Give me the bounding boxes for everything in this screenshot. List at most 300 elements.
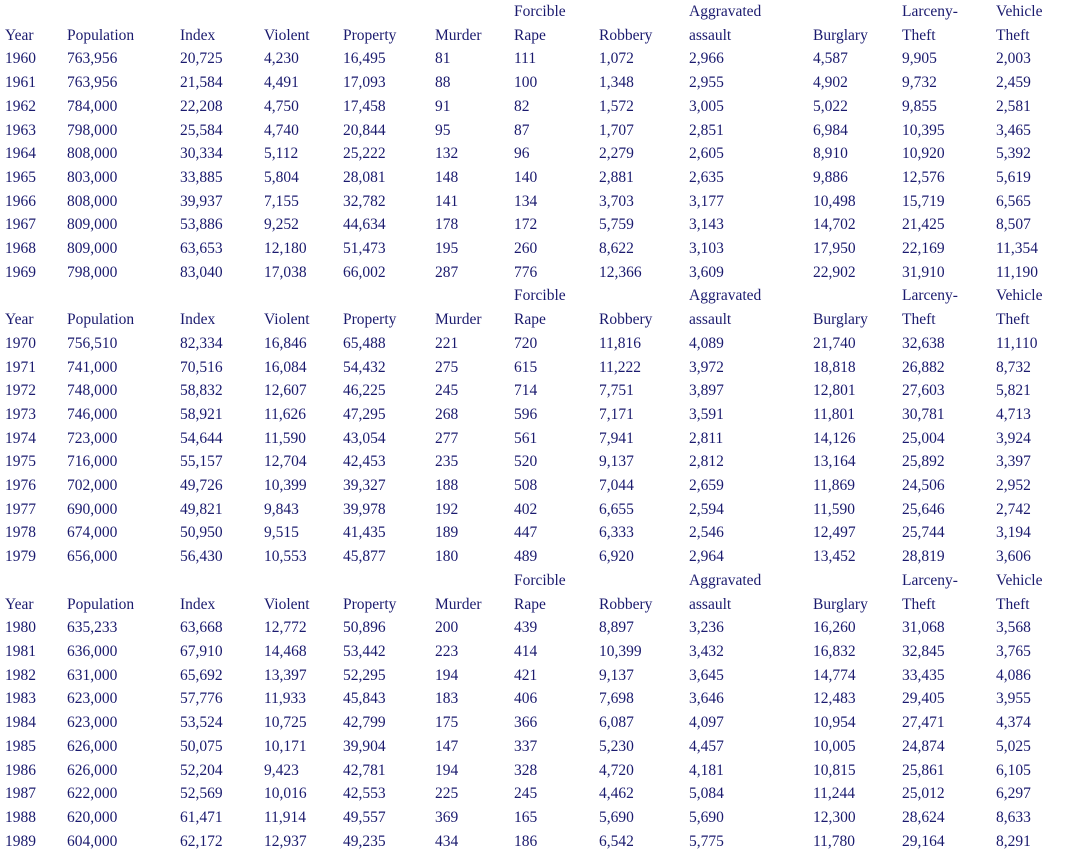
data-row-cell: 3,397 [996, 453, 1031, 471]
data-row-cell: 5,690 [599, 808, 634, 826]
data-row-cell: 746,000 [67, 405, 118, 423]
data-row-cell: 1,348 [599, 74, 634, 92]
data-row-cell: 32,782 [343, 192, 386, 210]
data-row [0, 142, 1080, 166]
data-row-cell: 626,000 [67, 737, 118, 755]
data-row-cell: 808,000 [67, 192, 118, 210]
data-row-cell: 4,374 [996, 714, 1031, 732]
header-row-bottom-cell: Rape [514, 311, 546, 329]
data-row-cell: 39,327 [343, 477, 386, 495]
data-row-cell: 22,208 [180, 97, 223, 115]
data-row-cell: 11,110 [996, 334, 1038, 352]
data-row-cell: 175 [435, 714, 459, 732]
data-row-cell: 439 [514, 619, 538, 637]
data-row-cell: 22,902 [813, 263, 856, 281]
data-row-cell: 165 [514, 808, 538, 826]
data-row-cell: 12,607 [264, 382, 307, 400]
data-row [0, 261, 1080, 285]
header-row-bottom-cell: Robbery [599, 311, 653, 329]
data-row-cell: 87 [514, 121, 530, 139]
data-row-cell: 1973 [5, 405, 36, 423]
data-row-cell: 10,498 [813, 192, 856, 210]
data-row-cell: 1972 [5, 382, 36, 400]
data-row-cell: 12,366 [599, 263, 642, 281]
data-row-cell: 4,462 [599, 785, 634, 803]
data-row-cell: 50,950 [180, 524, 223, 542]
header-row-bottom-cell: Murder [435, 26, 482, 44]
data-row-cell: 8,507 [996, 216, 1031, 234]
data-row-cell: 12,180 [264, 240, 307, 258]
data-row-cell: 3,465 [996, 121, 1031, 139]
data-row-cell: 61,471 [180, 808, 223, 826]
data-row-cell: 1981 [5, 642, 36, 660]
data-row-cell: 716,000 [67, 453, 118, 471]
data-row-cell: 25,012 [902, 785, 945, 803]
data-row [0, 237, 1080, 261]
data-row-cell: 631,000 [67, 666, 118, 684]
header-row-top-cell: Vehicle [996, 287, 1043, 305]
header-row-bottom-cell: Burglary [813, 311, 868, 329]
data-row-cell: 22,169 [902, 240, 945, 258]
data-row-cell: 111 [514, 50, 537, 68]
data-row-cell: 28,624 [902, 808, 945, 826]
data-row-cell: 7,044 [599, 477, 634, 495]
data-row-cell: 604,000 [67, 832, 118, 850]
data-row-cell: 14,774 [813, 666, 856, 684]
data-row-cell: 2,964 [689, 548, 724, 566]
data-row-cell: 434 [435, 832, 459, 850]
header-row-bottom-cell: Burglary [813, 595, 868, 613]
data-row-cell: 11,190 [996, 263, 1039, 281]
data-row-cell: 221 [435, 334, 459, 352]
data-row-cell: 3,177 [689, 192, 724, 210]
header-row-top-cell [808, 569, 897, 593]
data-row-cell: 44,634 [343, 216, 386, 234]
data-row-cell: 25,646 [902, 500, 945, 518]
data-row-cell: 2,003 [996, 50, 1031, 68]
data-row-cell: 287 [435, 263, 459, 281]
header-row-bottom-cell: Index [180, 26, 216, 44]
data-row-cell: 402 [514, 500, 538, 518]
data-row-cell: 9,252 [264, 216, 299, 234]
data-row-cell: 447 [514, 524, 538, 542]
header-row-bottom-cell: Murder [435, 311, 482, 329]
data-row-cell: 141 [435, 192, 459, 210]
data-row-cell: 3,646 [689, 690, 724, 708]
data-row-cell: 2,881 [599, 168, 634, 186]
data-row-cell: 5,112 [264, 145, 299, 163]
data-row-cell: 369 [435, 808, 459, 826]
data-row-cell: 50,896 [343, 619, 386, 637]
data-row-cell: 414 [514, 642, 538, 660]
data-row-cell: 42,453 [343, 453, 386, 471]
data-row [0, 711, 1080, 735]
data-row-cell: 8,622 [599, 240, 634, 258]
header-row-bottom-cell: Property [343, 26, 397, 44]
data-row-cell: 620,000 [67, 808, 118, 826]
header-row-top-cell [175, 284, 259, 308]
header-row-top-cell: Forcible [514, 287, 566, 305]
data-row-cell: 245 [435, 382, 459, 400]
header-row-top-cell: Larceny- [902, 571, 958, 589]
data-row-cell: 798,000 [67, 263, 118, 281]
header-row-bottom [0, 308, 1080, 332]
data-row-cell: 57,776 [180, 690, 223, 708]
data-row-cell: 17,458 [343, 97, 386, 115]
data-row-cell: 20,725 [180, 50, 223, 68]
data-row-cell: 52,295 [343, 666, 386, 684]
header-row-bottom-cell: Theft [902, 26, 936, 44]
data-row-cell: 194 [435, 666, 459, 684]
data-row-cell: 7,941 [599, 429, 634, 447]
data-row-cell: 3,568 [996, 619, 1031, 637]
header-row-bottom-cell: Year [5, 311, 34, 329]
data-row-cell: 70,516 [180, 358, 223, 376]
data-row-cell: 65,692 [180, 666, 223, 684]
data-row-cell: 96 [514, 145, 530, 163]
data-row-cell: 178 [435, 216, 459, 234]
data-row-cell: 91 [435, 97, 451, 115]
data-row-cell: 12,300 [813, 808, 856, 826]
data-row [0, 616, 1080, 640]
data-row-cell: 1965 [5, 168, 36, 186]
data-row [0, 498, 1080, 522]
data-row-cell: 1,572 [599, 97, 634, 115]
header-row-bottom-cell: Population [67, 311, 135, 329]
data-row-cell: 45,843 [343, 690, 386, 708]
data-row-cell: 1960 [5, 50, 36, 68]
data-row-cell: 4,750 [264, 97, 299, 115]
data-row-cell: 803,000 [67, 168, 118, 186]
data-row-cell: 4,089 [689, 334, 724, 352]
data-row-cell: 2,812 [689, 453, 724, 471]
data-row-cell: 277 [435, 429, 459, 447]
header-row-top-cell [259, 284, 338, 308]
data-row-cell: 2,459 [996, 74, 1031, 92]
data-row-cell: 3,606 [996, 548, 1031, 566]
header-row-top-cell [62, 0, 175, 24]
data-row-cell: 11,869 [813, 477, 856, 495]
data-row [0, 806, 1080, 830]
data-row-cell: 6,655 [599, 500, 634, 518]
data-row-cell: 8,732 [996, 358, 1031, 376]
data-row-cell: 4,740 [264, 121, 299, 139]
data-row-cell: 6,333 [599, 524, 634, 542]
data-row-cell: 51,473 [343, 240, 386, 258]
data-row-cell: 6,565 [996, 192, 1031, 210]
data-row-cell: 56,430 [180, 548, 223, 566]
data-row-cell: 29,405 [902, 690, 945, 708]
data-row-cell: 2,279 [599, 145, 634, 163]
header-row-top-cell [430, 569, 509, 593]
data-row-cell: 14,468 [264, 642, 307, 660]
header-row-bottom-cell: Year [5, 595, 34, 613]
data-row-cell: 10,553 [264, 548, 307, 566]
data-row-cell: 13,452 [813, 548, 856, 566]
data-row [0, 474, 1080, 498]
data-row-cell: 55,157 [180, 453, 223, 471]
data-row-cell: 4,587 [813, 50, 848, 68]
data-row-cell: 1,707 [599, 121, 634, 139]
data-row [0, 379, 1080, 403]
data-row-cell: 4,181 [689, 761, 724, 779]
data-row-cell: 11,801 [813, 405, 856, 423]
header-row-bottom-cell: Violent [264, 311, 310, 329]
header-row-top [0, 0, 1080, 24]
data-row-cell: 8,291 [996, 832, 1031, 850]
header-row-bottom-cell: assault [689, 26, 732, 44]
data-row-cell: 2,811 [689, 429, 724, 447]
data-row-cell: 3,972 [689, 358, 724, 376]
data-row-cell: 9,137 [599, 666, 634, 684]
data-row-cell: 63,653 [180, 240, 223, 258]
data-row-cell: 756,510 [67, 334, 118, 352]
data-row-cell: 1966 [5, 192, 36, 210]
data-row-cell: 636,000 [67, 642, 118, 660]
header-row-bottom-cell: Theft [902, 311, 936, 329]
data-row-cell: 32,638 [902, 334, 945, 352]
header-row-bottom-cell: Index [180, 595, 216, 613]
data-row-cell: 12,937 [264, 832, 307, 850]
data-row-cell: 2,966 [689, 50, 724, 68]
data-row-cell: 5,392 [996, 145, 1031, 163]
data-row-cell: 10,954 [813, 714, 856, 732]
data-row [0, 521, 1080, 545]
data-row-cell: 11,590 [264, 429, 307, 447]
data-row-cell: 421 [514, 666, 538, 684]
data-row-cell: 43,054 [343, 429, 386, 447]
data-row-cell: 32,845 [902, 642, 945, 660]
data-row-cell: 5,619 [996, 168, 1031, 186]
data-row-cell: 3,765 [996, 642, 1031, 660]
data-row [0, 830, 1080, 854]
data-row-cell: 596 [514, 405, 538, 423]
data-row-cell: 2,955 [689, 74, 724, 92]
data-row [0, 356, 1080, 380]
header-row-bottom-cell: Property [343, 595, 397, 613]
data-row-cell: 1982 [5, 666, 36, 684]
data-row-cell: 1974 [5, 429, 36, 447]
data-row-cell: 723,000 [67, 429, 118, 447]
data-row-cell: 11,222 [599, 358, 642, 376]
header-row-top-cell: Larceny- [902, 287, 958, 305]
data-row-cell: 3,897 [689, 382, 724, 400]
header-row-bottom-cell: Index [180, 311, 216, 329]
data-row [0, 450, 1080, 474]
data-row-cell: 10,399 [264, 477, 307, 495]
data-row-cell: 148 [435, 168, 459, 186]
data-row-cell: 3,609 [689, 263, 724, 281]
data-row-cell: 1967 [5, 216, 36, 234]
data-row-cell: 189 [435, 524, 459, 542]
data-row-cell: 27,603 [902, 382, 945, 400]
data-row-cell: 1971 [5, 358, 36, 376]
data-row-cell: 275 [435, 358, 459, 376]
data-row-cell: 65,488 [343, 334, 386, 352]
data-row [0, 166, 1080, 190]
data-row-cell: 6,087 [599, 714, 634, 732]
data-row-cell: 1984 [5, 714, 36, 732]
data-row-cell: 6,920 [599, 548, 634, 566]
data-row-cell: 52,204 [180, 761, 223, 779]
header-row-bottom-cell: Rape [514, 26, 546, 44]
data-row-cell: 188 [435, 477, 459, 495]
data-row-cell: 42,781 [343, 761, 386, 779]
header-row-top-cell [338, 284, 430, 308]
data-row-cell: 5,821 [996, 382, 1031, 400]
data-row-cell: 798,000 [67, 121, 118, 139]
data-row [0, 545, 1080, 569]
data-row-cell: 21,584 [180, 74, 223, 92]
data-row-cell: 763,956 [67, 50, 118, 68]
data-row-cell: 1978 [5, 524, 36, 542]
header-row-bottom [0, 593, 1080, 617]
data-row-cell: 16,495 [343, 50, 386, 68]
data-row-cell: 66,002 [343, 263, 386, 281]
data-row-cell: 225 [435, 785, 459, 803]
data-row-cell: 21,425 [902, 216, 945, 234]
data-row-cell: 52,569 [180, 785, 223, 803]
data-row-cell: 1976 [5, 477, 36, 495]
data-row-cell: 235 [435, 453, 459, 471]
data-row-cell: 2,952 [996, 477, 1031, 495]
header-row-top-cell [0, 0, 62, 24]
data-row-cell: 10,395 [902, 121, 945, 139]
data-row-cell: 328 [514, 761, 538, 779]
data-row [0, 71, 1080, 95]
header-row-top-cell: Forcible [514, 3, 566, 20]
data-row-cell: 30,781 [902, 405, 945, 423]
data-row [0, 640, 1080, 664]
data-row-cell: 809,000 [67, 216, 118, 234]
data-row-cell: 45,877 [343, 548, 386, 566]
data-row-cell: 674,000 [67, 524, 118, 542]
data-row-cell: 1979 [5, 548, 36, 566]
data-row [0, 190, 1080, 214]
data-row-cell: 54,644 [180, 429, 223, 447]
data-row-cell: 95 [435, 121, 451, 139]
header-row-bottom-cell: Burglary [813, 26, 868, 44]
header-row-top-cell [0, 569, 62, 593]
data-row-cell: 8,897 [599, 619, 634, 637]
header-row-top-cell [594, 284, 684, 308]
data-row-cell: 4,086 [996, 666, 1031, 684]
data-row-cell: 134 [514, 192, 538, 210]
data-row-cell: 1987 [5, 785, 36, 803]
data-row-cell: 49,726 [180, 477, 223, 495]
header-row-top-cell [175, 0, 259, 24]
data-row-cell: 615 [514, 358, 538, 376]
data-row-cell: 7,751 [599, 382, 634, 400]
data-row-cell: 9,886 [813, 168, 848, 186]
header-row-bottom-cell: Robbery [599, 26, 653, 44]
data-row-cell: 2,594 [689, 500, 724, 518]
data-row-cell: 3,432 [689, 642, 724, 660]
data-row-cell: 4,097 [689, 714, 724, 732]
data-row-cell: 245 [514, 785, 538, 803]
data-row-cell: 8,633 [996, 808, 1031, 826]
data-row-cell: 15,719 [902, 192, 945, 210]
data-row-cell: 24,506 [902, 477, 945, 495]
data-row-cell: 6,297 [996, 785, 1031, 803]
data-row-cell: 12,772 [264, 619, 307, 637]
data-row-cell: 39,904 [343, 737, 386, 755]
data-row-cell: 9,515 [264, 524, 299, 542]
data-row-cell: 406 [514, 690, 538, 708]
data-row-cell: 5,230 [599, 737, 634, 755]
data-row-cell: 1963 [5, 121, 36, 139]
data-row-cell: 100 [514, 74, 538, 92]
data-row-cell: 8,910 [813, 145, 848, 163]
data-row-cell: 702,000 [67, 477, 118, 495]
data-row-cell: 16,846 [264, 334, 307, 352]
data-row-cell: 9,732 [902, 74, 937, 92]
data-row-cell: 29,164 [902, 832, 945, 850]
data-row-cell: 11,626 [264, 405, 307, 423]
data-row-cell: 10,815 [813, 761, 856, 779]
data-row-cell: 183 [435, 690, 459, 708]
data-row-cell: 10,171 [264, 737, 307, 755]
data-row-cell: 10,725 [264, 714, 307, 732]
data-row-cell: 200 [435, 619, 459, 637]
data-row-cell: 748,000 [67, 382, 118, 400]
header-row-bottom-cell: Population [67, 595, 135, 613]
data-row-cell: 7,155 [264, 192, 299, 210]
data-row-cell: 88 [435, 74, 451, 92]
data-row-cell: 147 [435, 737, 459, 755]
data-row [0, 213, 1080, 237]
data-row-cell: 12,483 [813, 690, 856, 708]
header-row-bottom-cell: Robbery [599, 595, 653, 613]
data-row-cell: 16,832 [813, 642, 856, 660]
data-row [0, 664, 1080, 688]
data-row [0, 427, 1080, 451]
data-row-cell: 3,955 [996, 690, 1031, 708]
data-row-cell: 33,885 [180, 168, 223, 186]
data-row-cell: 83,040 [180, 263, 223, 281]
data-row-cell: 194 [435, 761, 459, 779]
data-row [0, 403, 1080, 427]
data-row-cell: 17,093 [343, 74, 386, 92]
data-row-cell: 741,000 [67, 358, 118, 376]
header-row-bottom-cell: Population [67, 26, 135, 44]
header-row-bottom-cell: Theft [996, 595, 1030, 613]
data-row-cell: 172 [514, 216, 538, 234]
data-row-cell: 3,236 [689, 619, 724, 637]
data-row-cell: 3,703 [599, 192, 634, 210]
data-row-cell: 53,524 [180, 714, 223, 732]
header-row-bottom-cell: Property [343, 311, 397, 329]
data-row-cell: 4,902 [813, 74, 848, 92]
data-row [0, 782, 1080, 806]
data-row-cell: 656,000 [67, 548, 118, 566]
header-row-bottom-cell: Theft [996, 311, 1030, 329]
data-row-cell: 46,225 [343, 382, 386, 400]
data-row-cell: 3,591 [689, 405, 724, 423]
header-row-top-cell: Aggravated [689, 3, 762, 20]
data-row-cell: 561 [514, 429, 538, 447]
data-row-cell: 4,491 [264, 74, 299, 92]
data-row-cell: 9,855 [902, 97, 937, 115]
data-row-cell: 337 [514, 737, 538, 755]
data-row-cell: 25,004 [902, 429, 945, 447]
data-row-cell: 1969 [5, 263, 36, 281]
header-row-top-cell [338, 569, 430, 593]
data-row [0, 687, 1080, 711]
data-row-cell: 10,016 [264, 785, 307, 803]
data-row-cell: 11,244 [813, 785, 856, 803]
data-row-cell: 1975 [5, 453, 36, 471]
